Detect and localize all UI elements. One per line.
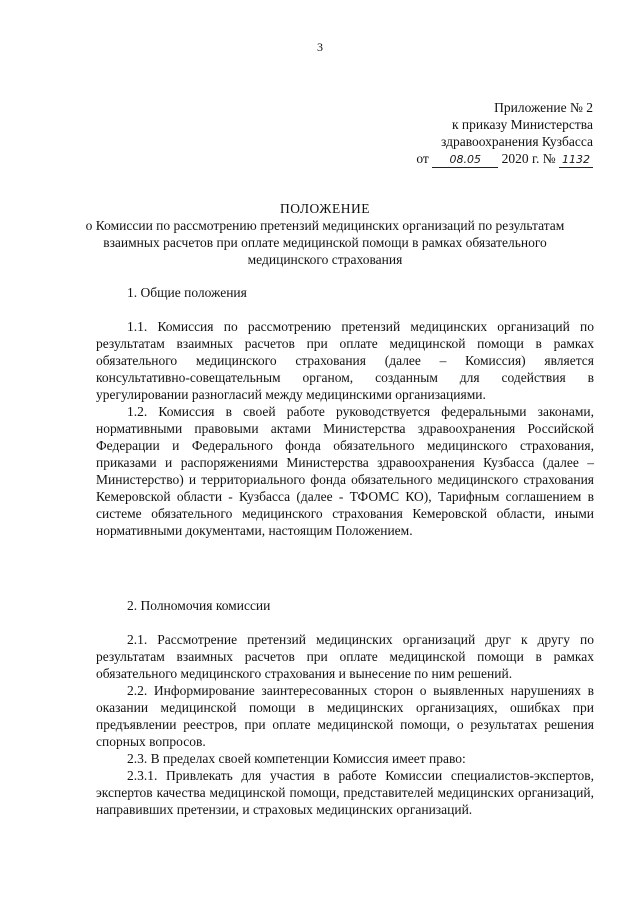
order-date: 08.05 xyxy=(449,153,481,166)
appendix-line-2: к приказу Министерства xyxy=(451,117,593,132)
section-1 xyxy=(96,284,594,301)
order-number-field xyxy=(559,152,593,168)
appendix-block xyxy=(416,99,593,168)
order-prefix: от xyxy=(416,151,429,166)
paragraph-1-1: 1.1. Комиссия по рассмотрению претензий медицинских организаций по результатам взаимных расчетов при оплате медицинской помощи в рамках обязательного медицинского страхования (далее – Комиссия) является консультативно-совещательным органом, созданным для содействия в урегулировании разногласий между медицинскими организациями. xyxy=(96,319,594,402)
section-2 xyxy=(96,597,594,614)
document-title: ПОЛОЖЕНИЕ xyxy=(280,201,370,216)
page-number: 3 xyxy=(317,40,323,54)
section-2-body xyxy=(96,631,594,818)
order-line xyxy=(416,150,593,168)
order-date-field xyxy=(432,152,498,168)
paragraph-1-2: 1.2. Комиссия в своей работе руководствуется федеральными законами, нормативными правовыми актами Министерства здравоохранения Российской Федерации и Федерального фонда обязательного медицинского страхования, приказами и распоряжениями Министерства здравоохранения Кузбасса (далее – Министерство) и территориального фонда обязательного медицинского страхования Кемеровской области - Кузбасса (далее - ТФОМС КО), Тарифным соглашением в системе обязательного медицинского страхования Кемеровской области, иными нормативными документами, настоящим Положением. xyxy=(96,404,594,538)
document-heading xyxy=(80,200,570,268)
paragraph-2-1: 2.1. Рассмотрение претензий медицинских организаций друг к другу по результатам взаимных расчетов при оплате медицинской помощи в рамках обязательного медицинского страхования и вынесение по ним решений. xyxy=(96,632,594,681)
section-1-title: 1. Общие положения xyxy=(127,285,247,300)
paragraph-2-3-1: 2.3.1. Привлекать для участия в работе Комиссии специалистов-экспертов, экспертов качества медицинской помощи, представителей медицинских организаций, направивших претензии, и страховых медицинских организаций. xyxy=(96,768,594,817)
section-1-body xyxy=(96,318,594,539)
paragraph-2-2: 2.2. Информирование заинтересованных сторон о выявленных нарушениях в оказании медицинской помощи в медицинских организациях, ошибках при предъявлении реестров, при оплате медицинской помощи, о результатах решения спорных вопросов. xyxy=(96,683,594,749)
appendix-line-3: здравоохранения Кузбасса xyxy=(441,134,593,149)
document-subtitle: о Комиссии по рассмотрению претензий медицинских организаций по результатам взаимных расчетов при оплате медицинской помощи в рамках обязательного медицинского страхования xyxy=(85,218,565,267)
paragraph-2-3: 2.3. В пределах своей компетенции Комиссия имеет право: xyxy=(127,751,466,766)
order-number: 1132 xyxy=(562,153,590,166)
order-year: 2020 г. № xyxy=(501,151,556,166)
section-2-title: 2. Полномочия комиссии xyxy=(127,598,271,613)
appendix-line-1: Приложение № 2 xyxy=(494,100,593,115)
